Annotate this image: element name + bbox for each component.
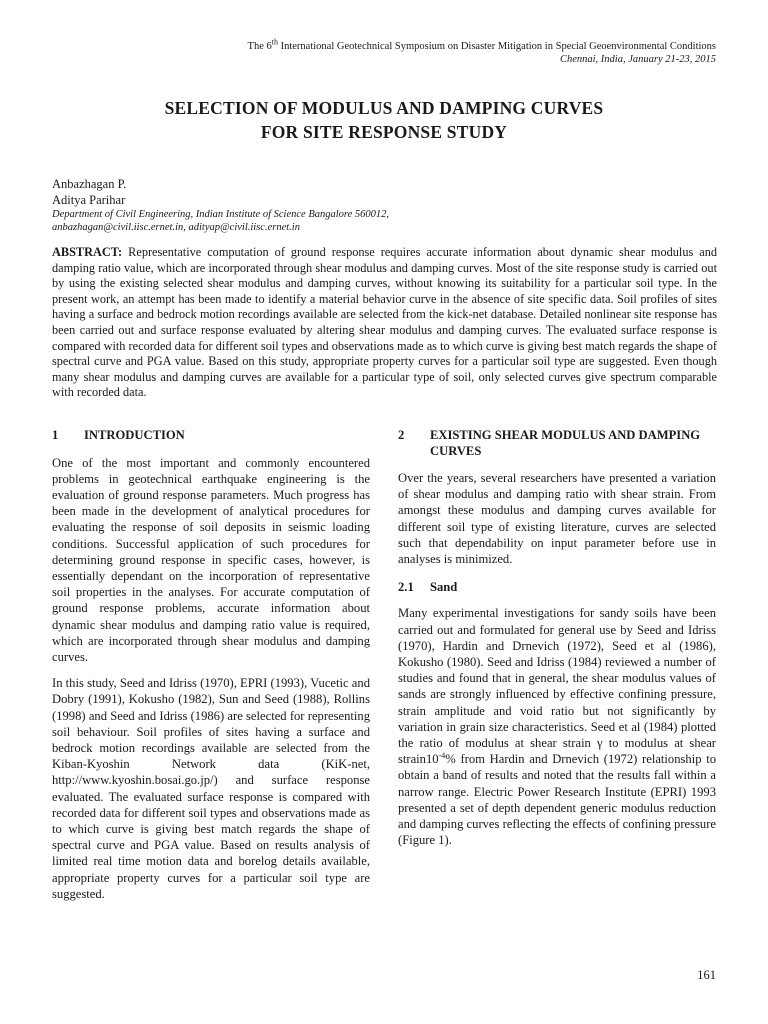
- author-2: Aditya Parihar: [52, 193, 126, 207]
- running-header: [56, 37, 716, 66]
- section-2-number: 2: [398, 428, 405, 442]
- section-2-paragraph-1: Over the years, several researchers have presented a variation of shear modulus and damping ratio with shear strain. From amongst these modulus and damping curves available for different soil type of existing literature, curves are selected such that dependability on input parameter before use in analyses is minimized.: [398, 471, 716, 567]
- section-2-heading: [398, 428, 716, 459]
- author-emails: anbazhagan@civil.iisc.ernet.in, adityap@civil.iisc.ernet.in: [52, 222, 300, 233]
- affiliation: Department of Civil Engineering, Indian Institute of Science Bangalore 560012,: [52, 209, 390, 220]
- conference-name: The 6th International Geotechnical Symposium on Disaster Mitigation in Special Geoenvironmental Conditions: [247, 37, 716, 52]
- subsection-2-1-number: 2.1: [398, 580, 414, 595]
- intro-paragraph-2: In this study, Seed and Idriss (1970), EPRI (1993), Vucetic and Dobry (1991), Kokusho (1982), Sun and Seed (1988), Rollins (1998) and Seed and Idriss (1986) are selected for representing soil behaviour. Soil profiles of sites having a surface and bedrock motion recordings available are selected from the Kiban-Kyoshin Network data (KiK-net, http://www.kyoshin.bosai.go.jp/) and surface response evaluated. The evaluated surface response is compared with recorded data for different soil types and observations made as to which curve is giving best match regards the shape of spectral curve and PGA value. Based on results analysis of limited real time motion data and borelog details available, appropriate property curves for a particular soil type are suggested.: [52, 676, 370, 901]
- author-1: Anbazhagan P.: [52, 177, 127, 191]
- section-1-heading: [52, 428, 370, 444]
- right-column: [398, 428, 716, 858]
- intro-paragraph-1: One of the most important and commonly encountered problems in geotechnical earthquake engineering is the evaluation of ground response parameters. Much progress has been made in the development of analytical procedures for evaluating the response of soil deposits in seismic loading conditions. Successful application of such procedures for determining ground response in specific cases, however, is essentially dependant on the incorporation of representative soil properties in the analyses. For accurate computation of ground response problems, accurate information about dynamic shear modulus and damping ratio value is required, which are incorporated through shear modulus and damping curves.: [52, 455, 370, 664]
- page-number: 161: [697, 968, 716, 982]
- title-line-1: SELECTION OF MODULUS AND DAMPING CURVES: [164, 98, 604, 118]
- subsection-2-1-heading: [398, 579, 716, 595]
- section-2-title: EXISTING SHEAR MODULUS AND DAMPING CURVES: [430, 428, 701, 458]
- author-block: [52, 176, 716, 234]
- section-1-number: 1: [52, 428, 59, 442]
- abstract-text: Representative computation of ground response requires accurate information about dynamic shear modulus and damping ratio value, which are incorporated through shear modulus and damping curves. Most of the site response study is carried out by using the existing selected shear modulus and damping curves, without knowing its suitability for a particular soil type. In the present work, an attempt has been made to identify a material behavior curve in the absence of site specific data. Soil profiles of sites having a surface and bedrock motion recordings available are selected from the kick-net database. Detailed nonlinear site response has been carried out and surface response evaluated by altering shear modulus and damping curves. The evaluated surface response is compared with recorded data for different soil types and observations made as to which curve is giving best match regards the shape of spectral curve and PGA value. Based on this study, appropriate property curves for a particular soil type are suggested. Even though many shear modulus and damping curves are available for a particular type of soil, only selected curves give spectrum comparable with recorded data.: [52, 245, 718, 400]
- subsection-2-1-title: Sand: [430, 580, 458, 595]
- abstract-label: ABSTRACT:: [52, 245, 123, 259]
- abstract: [52, 245, 717, 401]
- left-column: [52, 428, 370, 912]
- sand-paragraph: Many experimental investigations for sandy soils have been carried out and formulated for general use by Seed and Idriss (1970), Hardin and Drnevich (1972), Seed et al (1986), Kokusho (1980). Seed and Idriss (1984) reviewed a number of studies and found that in general, the shear modulus values of sands are strongly influenced by effective confining pressure, strain amplitude and void ratio but not significantly by variation in grain size characteristics. Seed et al (1984) plotted the ratio of modulus at shear strain γ to modulus at shear $strain10^{-4}\%$ from Hardin and Drnevich (1972) relationship to obtain a band of results and noted that the results fall within a narrow range. Electric Power Research Institute (EPRI) 1993 presented a set of depth dependent generic modulus reduction and damping curves reflecting the effects of confining pressure (Figure 1).: [398, 606, 716, 848]
- paper-title: [50, 96, 718, 144]
- title-line-2: FOR SITE RESPONSE STUDY: [260, 122, 508, 142]
- section-1-title: INTRODUCTION: [84, 428, 185, 442]
- conference-place-date: Chennai, India, January 21-23, 2015: [559, 54, 716, 65]
